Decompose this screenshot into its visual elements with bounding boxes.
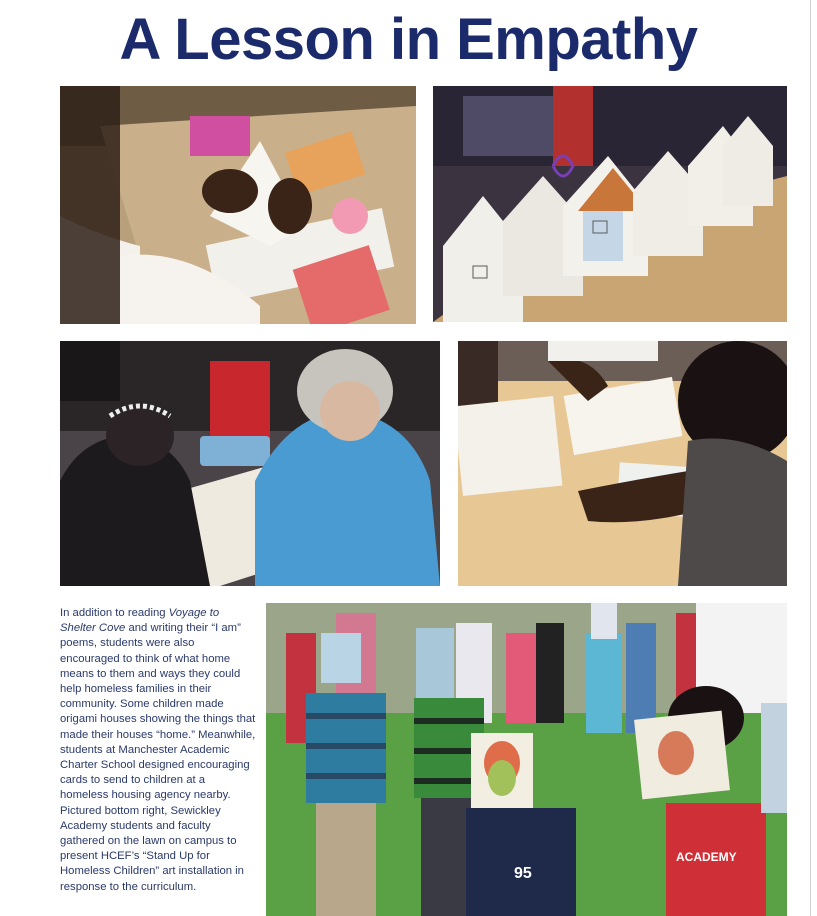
article-caption: [60, 606, 256, 895]
shirt-text: ACADEMY: [676, 850, 737, 864]
caption-text-body: and writing their “I am” poems, students were also encouraged to think of what home means to them and ways they could help homeless families in their community. Some children made origami houses showing the things that made their houses “home.” Meanwhile, students at Manchester Academic Charter School designed encouraging cards to send to children at a homeless housing agency nearby. Pictured bottom right, Sewickley Academy students and faculty gathered on the lawn on campus to present HCEF’s “Stand Up for Homeless Children” art installation in response to the curriculum.: [60, 622, 256, 893]
shirt-number: 95: [514, 865, 532, 882]
photo-teacher-with-students: [60, 341, 440, 586]
caption-book-title: Voyage to Shelter Cove: [60, 607, 220, 635]
photo-boy-writing-cards: [458, 341, 787, 586]
photo-origami-houses: [433, 86, 787, 322]
photo-folding-house: [60, 86, 416, 324]
page-edge-rule: [810, 0, 811, 916]
caption-text-intro: In addition to reading: [60, 607, 169, 619]
photo-art-installation-lawn: [266, 603, 787, 916]
page-title: A Lesson in Empathy: [119, 7, 698, 72]
